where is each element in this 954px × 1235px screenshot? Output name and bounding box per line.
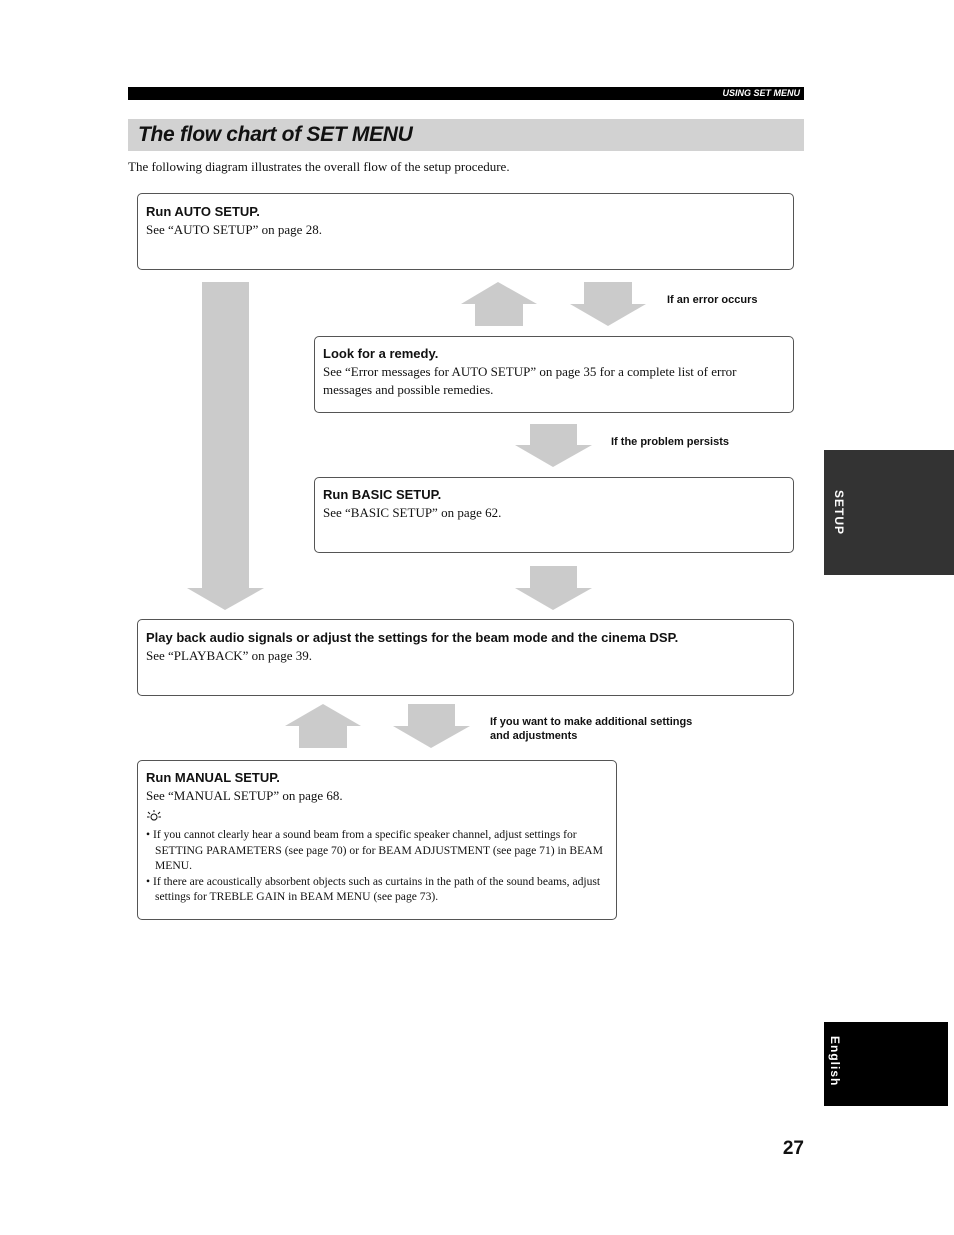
manual-setup-text: See “MANUAL SETUP” on page 68.	[146, 788, 343, 803]
long-down-arrow	[187, 282, 264, 610]
auto-setup-text: See “AUTO SETUP” on page 28.	[146, 222, 322, 237]
error-up-arrow	[461, 282, 537, 326]
manual-setup-box	[137, 760, 617, 920]
language-tab	[824, 1022, 948, 1106]
tips-list	[146, 827, 608, 905]
tip-lightbulb-icon	[146, 809, 162, 823]
remedy-box	[314, 336, 794, 413]
condition-persists: If the problem persists	[611, 436, 729, 448]
auto-setup-box	[137, 193, 794, 270]
playback-box	[137, 619, 794, 696]
basic-setup-title: Run BASIC SETUP.	[323, 487, 442, 502]
setup-side-tab	[824, 450, 954, 575]
error-down-arrow	[570, 282, 646, 326]
auto-setup-title: Run AUTO SETUP.	[146, 204, 260, 219]
remedy-text: See “Error messages for AUTO SETUP” on page 35 for a complete list of error messages and possible remedies.	[323, 364, 737, 397]
playback-title: Play back audio signals or adjust the settings for the beam mode and the cinema DSP.	[146, 630, 679, 645]
additional-up-arrow	[285, 704, 361, 748]
tip-item: • If you cannot clearly hear a sound beam from a specific speaker channel, adjust settings for SETTING PARAMETERS (see page 70) or for BEAM ADJUSTMENT (see page 71) in BEAM MENU.	[146, 827, 608, 874]
condition-additional-line1: If you want to make additional settings	[490, 716, 693, 728]
tip-item: • If there are acoustically absorbent objects such as curtains in the path of the sound beams, adjust settings for TREBLE GAIN in BEAM MENU (see page 73).	[146, 874, 608, 905]
condition-additional	[490, 715, 692, 743]
remedy-title: Look for a remedy.	[323, 346, 439, 361]
additional-down-arrow	[393, 704, 470, 748]
condition-error: If an error occurs	[667, 294, 758, 306]
basic-setup-box	[314, 477, 794, 553]
setup-tab-label: SETUP	[832, 490, 846, 536]
basic-down-arrow	[515, 566, 592, 610]
manual-setup-title: Run MANUAL SETUP.	[146, 770, 280, 785]
section-label: USING SET MENU	[722, 88, 800, 98]
page-title: The flow chart of SET MENU	[138, 123, 413, 146]
playback-text: See “PLAYBACK” on page 39.	[146, 648, 312, 663]
basic-setup-text: See “BASIC SETUP” on page 62.	[323, 505, 502, 520]
intro-text: The following diagram illustrates the overall flow of the setup procedure.	[128, 159, 510, 174]
persists-down-arrow	[515, 424, 592, 467]
condition-additional-line2: and adjustments	[490, 730, 578, 742]
language-tab-label: English	[828, 1036, 842, 1087]
page-number: 27	[782, 1138, 804, 1159]
